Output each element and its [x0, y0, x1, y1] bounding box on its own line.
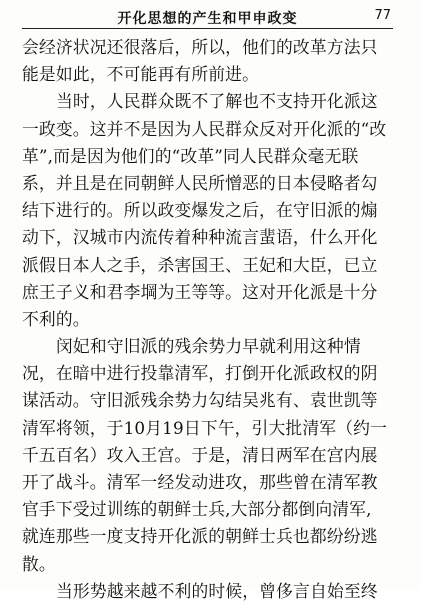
- text-line: 会经济状况还很落后，所以，他们的改革方法只: [22, 37, 378, 57]
- text-line: 谋活动。守旧派残余势力勾结吴兆有、袁世凯等: [22, 390, 378, 411]
- running-title: 开化思想的产生和甲申政变: [117, 11, 298, 27]
- text-line: 不利的。: [22, 308, 90, 329]
- text-line: 开了战斗。清军一经发动进攻，那些曾在清军教: [22, 472, 378, 492]
- text-line: 庶王子义和君李堈为王等等。这对开化派是十分: [22, 281, 378, 302]
- text-line: 革”,而是因为他们的“改革”同人民群众毫无联: [22, 145, 359, 166]
- text-line: 千五百名）攻入王宫。于是，清日两军在宫内展: [22, 444, 378, 465]
- page-number: 77: [374, 8, 391, 23]
- text-line: 当时，人民群众既不了解也不支持开化派这: [56, 91, 378, 112]
- text-line: 闵妃和守旧派的残余势力早就利用这种情: [56, 336, 361, 357]
- text-line: 清军将领，于10月19日下午，引大批清军（约一: [22, 417, 388, 438]
- text-line: 当形势越来越不利的时候，曾侈言自始至终: [56, 580, 378, 601]
- text-line: 散。: [22, 553, 56, 574]
- text-line: 一政变。这并不是因为人民群众反对开化派的“改: [22, 118, 387, 139]
- text-line: 况，在暗中进行投靠清军，打倒开化派政权的阴: [22, 363, 378, 384]
- text-line: 派假日本人之手，杀害国王、王妃和大臣，已立: [22, 254, 378, 275]
- text-line: 官手下受过训练的朝鲜士兵,大部分都倒向清军,: [22, 499, 372, 520]
- text-line: 能是如此，不可能再有所前进。: [22, 64, 260, 85]
- text-line: 动下，汉城市内流传着种种流言蜚语，什么开化: [22, 227, 378, 248]
- text-line: 系，并且是在同朝鲜人民所憎恶的日本侵略者勾: [22, 172, 378, 193]
- body-text: [22, 34, 397, 605]
- page-header: [22, 6, 393, 29]
- text-line: 就连那些一度支持开化派的朝鲜士兵也都纷纷逃: [22, 526, 378, 547]
- text-line: 结下进行的。所以政变爆发之后，在守旧派的煽: [22, 200, 378, 221]
